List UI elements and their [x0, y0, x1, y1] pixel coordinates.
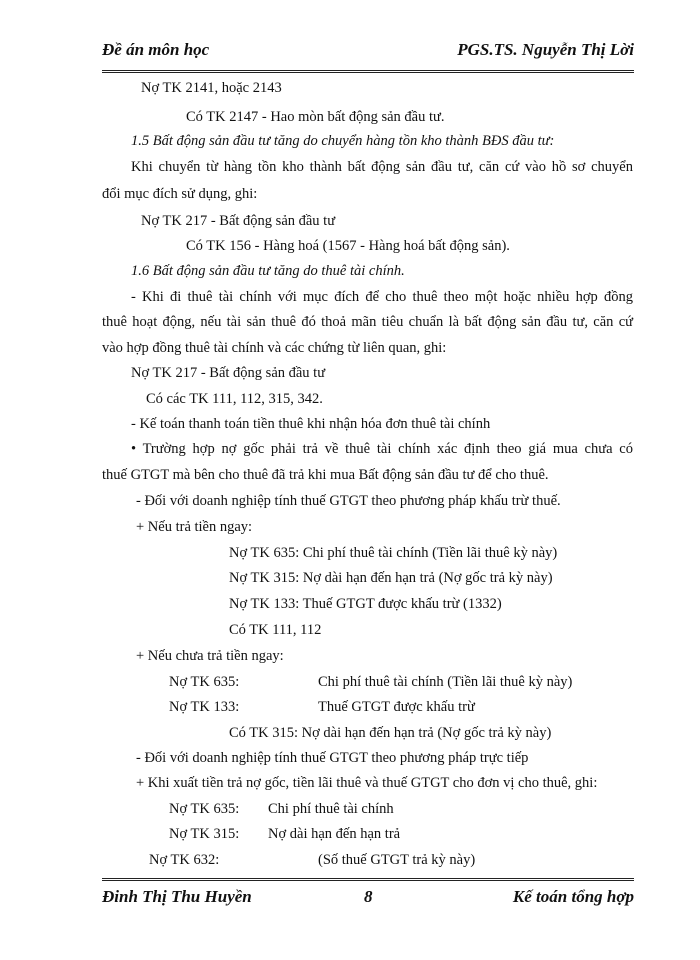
footer-subject: Kế toán tổng hợp [512, 887, 634, 906]
paragraph-line: - Khi đi thuê tài chính với mục đích để cho thuê theo một hoặc nhiều hợp đồng [131, 289, 633, 305]
entry-account: Nợ TK 635: [169, 801, 240, 817]
entry-account: Nợ TK 635: [169, 674, 240, 690]
entry-line: Nợ TK 217 - Bất động sản đầu tư [141, 213, 336, 229]
section-heading-1-5: 1.5 Bất động sản đầu tư tăng do chuyển hàng tồn kho thành BĐS đầu tư: [131, 133, 555, 149]
entry-line: + Nếu trả tiền ngay: [136, 519, 253, 535]
page-footer [102, 878, 634, 915]
entry-description: Chi phí thuê tài chính (Tiền lãi thuê kỳ này) [318, 674, 573, 690]
entry-line: Có TK 156 - Hàng hoá (1567 - Hàng hoá bất động sản). [186, 238, 510, 254]
entry-line: + Khi xuất tiền trả nợ gốc, tiền lãi thuê và thuế GTGT cho đơn vị cho thuê, ghi: [136, 775, 598, 791]
paragraph-line: thuê hoạt động, nếu tài sản thuê đó thoả mãn tiêu chuẩn là bất động sản đầu tư, căn cứ [102, 314, 633, 330]
entry-line: Nợ TK 635: Chi phí thuê tài chính (Tiền lãi thuê kỳ này) [229, 545, 558, 561]
page-number: 8 [364, 887, 373, 906]
entry-line: - Đối với doanh nghiệp tính thuế GTGT theo phương pháp trực tiếp [136, 750, 529, 766]
paragraph-line: đổi mục đích sử dụng, ghi: [102, 186, 258, 202]
entry-line: - Đối với doanh nghiệp tính thuế GTGT theo phương pháp khấu trừ thuế. [136, 493, 561, 509]
entry-line: + Nếu chưa trả tiền ngay: [136, 648, 284, 664]
entry-line: Có các TK 111, 112, 315, 342. [146, 391, 323, 407]
header-title: Đề án môn học [102, 40, 210, 59]
paragraph-line: Khi chuyển từ hàng tồn kho thành bất động sản đầu tư, căn cứ vào hồ sơ chuyển [131, 159, 633, 175]
entry-line: Có TK 111, 112 [229, 622, 322, 638]
entry-line: Nợ TK 315: Nợ dài hạn đến hạn trả (Nợ gốc trả kỳ này) [229, 570, 553, 586]
footer-author: Đinh Thị Thu Huyền [102, 887, 252, 906]
entry-account: Nợ TK 315: [169, 826, 240, 842]
page-header [102, 38, 634, 73]
bullet-line: • Trường hợp nợ gốc phải trả về thuê tài chính xác định theo giá mua chưa có [131, 441, 633, 457]
entry-line: - Kế toán thanh toán tiền thuê khi nhận hóa đơn thuê tài chính [131, 416, 491, 432]
entry-description: (Số thuế GTGT trả kỳ này) [318, 852, 476, 868]
entry-line: Nợ TK 2141, hoặc 2143 [141, 80, 282, 96]
paragraph-line: thuế GTGT mà bên cho thuê đã trả khi mua Bất động sản đầu tư để cho thuê. [102, 467, 549, 483]
paragraph-line: vào hợp đồng thuê tài chính và các chứng từ liên quan, ghi: [102, 340, 447, 356]
entry-description: Chi phí thuê tài chính [268, 801, 394, 817]
entry-account: Nợ TK 632: [149, 852, 220, 868]
entry-line: Nợ TK 217 - Bất động sản đầu tư [131, 365, 326, 381]
entry-line: Có TK 2147 - Hao mòn bất động sản đầu tư. [186, 109, 445, 125]
section-heading-1-6: 1.6 Bất động sản đầu tư tăng do thuê tài chính. [131, 263, 405, 279]
entry-account: Nợ TK 133: [169, 699, 240, 715]
entry-description: Nợ dài hạn đến hạn trả [268, 826, 401, 842]
header-author: PGS.TS. Nguyễn Thị Lời [457, 40, 634, 59]
entry-description: Thuế GTGT được khấu trừ [318, 699, 475, 715]
entry-line: Nợ TK 133: Thuế GTGT được khấu trừ (1332) [229, 596, 502, 612]
entry-line: Có TK 315: Nợ dài hạn đến hạn trả (Nợ gốc trả kỳ này) [229, 725, 552, 741]
